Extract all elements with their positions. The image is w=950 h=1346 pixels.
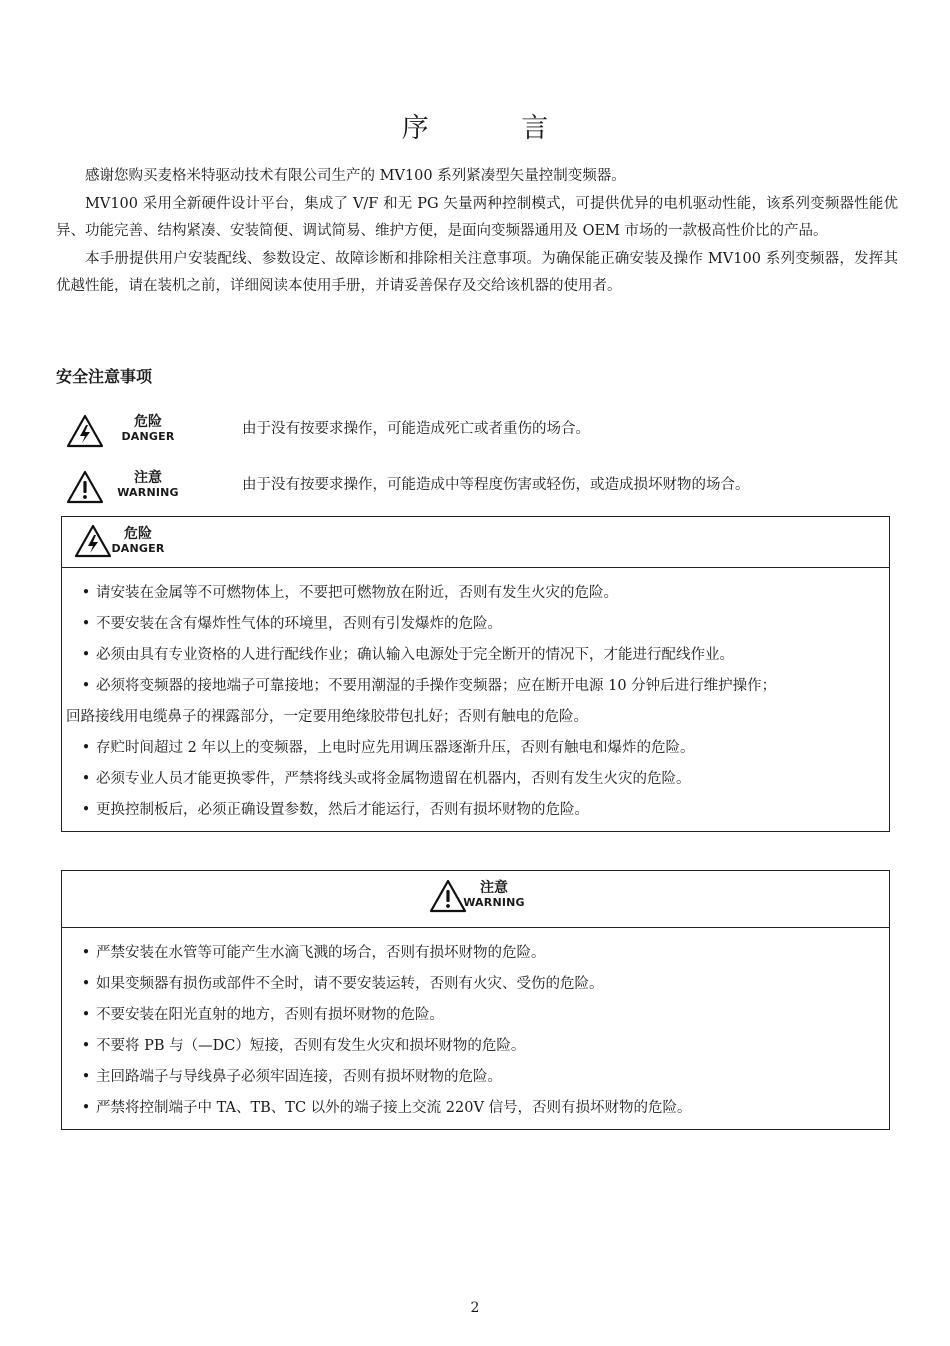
intro-paragraph-3: 本手册提供用户安装配线、参数设定、故障诊断和排除相关注意事项。为确保能正确安装及操作 MV100 系列变频器，发挥其优越性能，请在装机之前，详细阅读本使用手册，并请妥善保存及交给该机器的使用者。 (56, 250, 898, 294)
list-item-continuation: 回路接线用电缆鼻子的裸露部分，一定要用绝缘胶带包扎好；否则有触电的危险。 (66, 709, 588, 725)
list-item: • 必须专业人员才能更换零件，严禁将线头或将金属物遗留在机器内，否则有发生火灾的危险。 (81, 771, 691, 787)
danger-description: 由于没有按要求操作，可能造成死亡或者重伤的场合。 (242, 421, 590, 437)
list-item: • 不要安装在阳光直射的地方，否则有损坏财物的危险。 (81, 1007, 444, 1023)
warning-box-list (62, 928, 889, 1130)
list-item: • 存贮时间超过 2 年以上的变频器，上电时应先用调压器逐渐升压，否则有触电和爆炸的危险。 (81, 740, 695, 756)
page-number: 2 (470, 1300, 480, 1316)
intro-paragraph-2: MV100 采用全新硬件设计平台，集成了 V/F 和无 PG 矢量两种控制模式，可提供优异的电机驱动性能，该系列变频器性能优异、功能完善、结构紧凑、安装简便、调试简易、维护方便，是面向变频器通用及 OEM 市场的一款极高性价比的产品。 (56, 195, 898, 239)
warning-box-header (62, 871, 889, 928)
warning-exclamation-icon (66, 470, 104, 504)
warning-box (61, 870, 890, 1130)
intro-section (56, 163, 898, 301)
danger-box-header (62, 517, 889, 568)
danger-box-signal-word: 危险 DANGER (111, 526, 165, 555)
danger-box (61, 516, 890, 832)
warning-box-signal-word: 注意 WARNING (463, 880, 525, 909)
intro-paragraph-1: 感谢您购买麦格米特驱动技术有限公司生产的 MV100 系列紧凑型矢量控制变频器。 (85, 168, 626, 184)
warning-signal-word: 注意 WARNING (117, 470, 179, 499)
list-item: • 必须将变频器的接地端子可靠接地；不要用潮湿的手操作变频器；应在断开电源 10 分钟后进行维护操作； (81, 678, 777, 694)
danger-signal-word: 危险 DANGER (121, 414, 175, 443)
page-title: 序 言 (401, 113, 591, 144)
list-item: • 严禁安装在水管等可能产生水滴飞溅的场合，否则有损坏财物的危险。 (81, 945, 546, 961)
danger-box-list (62, 568, 889, 832)
list-item: • 请安装在金属等不可燃物体上，不要把可燃物放在附近，否则有发生火灾的危险。 (81, 585, 618, 601)
list-item: • 不要安装在含有爆炸性气体的环境里，否则有引发爆炸的危险。 (81, 616, 502, 632)
list-item: • 如果变频器有损伤或部件不全时，请不要安装运转，否则有火灾、受伤的危险。 (81, 976, 604, 992)
safety-heading: 安全注意事项 (56, 367, 153, 386)
list-item: • 更换控制板后，必须正确设置参数，然后才能运行，否则有损坏财物的危险。 (81, 802, 589, 818)
list-item: • 不要将 PB 与（—DC）短接，否则有发生火灾和损坏财物的危险。 (81, 1038, 526, 1054)
danger-electric-icon (66, 414, 104, 448)
list-item: • 主回路端子与导线鼻子必须牢固连接，否则有损坏财物的危险。 (81, 1069, 502, 1085)
warning-description: 由于没有按要求操作，可能造成中等程度伤害或轻伤，或造成损坏财物的场合。 (242, 477, 750, 493)
list-item: • 必须由具有专业资格的人进行配线作业；确认输入电源处于完全断开的情况下，才能进行配线作业。 (81, 647, 734, 663)
list-item: • 严禁将控制端子中 TA、TB、TC 以外的端子接上交流 220V 信号，否则有损坏财物的危险。 (81, 1100, 692, 1116)
